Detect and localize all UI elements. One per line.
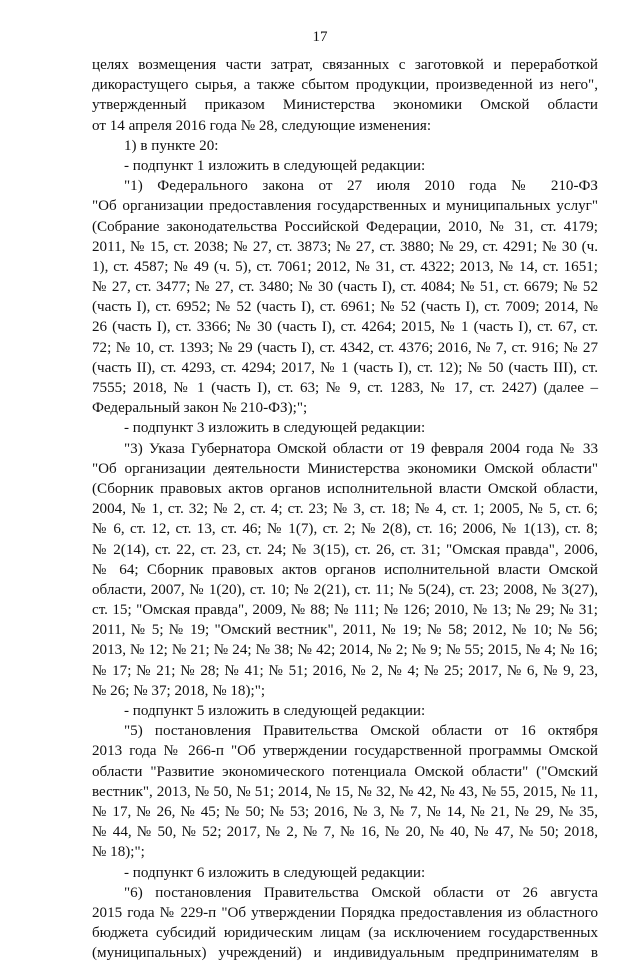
text-line: № 17, № 26, № 45; № 50; № 53; 2016, № 3, № 7, № 14, № 21, № 29, № 35,: [92, 803, 598, 820]
text-line: Федеральный закон № 210-ФЗ);";: [92, 400, 308, 417]
text-line: (Собрание законодательства Российской Федерации, 2010, № 31, ст. 4179;: [92, 218, 598, 235]
text-line: - подпункт 5 изложить в следующей редакции:: [124, 703, 426, 719]
text-line: № 2(14), ст. 22, ст. 23, ст. 24; № 3(15), ст. 26, ст. 31; "Омская правда", 2006,: [92, 541, 598, 558]
text-line: 2011, № 5; № 19; "Омский вестник", 2011, № 19; № 58; 2012, № 10; № 56;: [92, 622, 598, 639]
text-line: области "Развитие экономического потенциала Омской области" ("Омский: [92, 763, 598, 780]
text-line: дикорастущего сырья, а также сбытом продукции, произведенной из него",: [92, 77, 598, 94]
text-line: "5) постановления Правительства Омской области от 16 октября: [124, 723, 598, 740]
text-line: "6) постановления Правительства Омской области от 26 августа: [124, 884, 598, 901]
text-line: № 6, ст. 12, ст. 13, ст. 46; № 1(7), ст. 2; № 2(8), ст. 16; 2006, № 1(13), ст. 8;: [92, 521, 598, 538]
page-number: 17: [312, 29, 328, 45]
text-line: "Об организации предоставления государственных и муниципальных услуг": [92, 198, 598, 215]
document-text-body: [92, 55, 598, 963]
text-line: области, 2007, № 1(20), ст. 10; № 2(21), ст. 11; № 5(24), ст. 23; 2008, № 3(27),: [92, 581, 598, 598]
text-line: "Об организации деятельности Министерства экономики Омской области": [92, 460, 598, 477]
text-line: 7555; 2018, № 1 (часть I), ст. 63; № 9, ст. 1283, № 17, ст. 2427) (далее –: [92, 380, 598, 396]
text-line: 2013 года № 266-п "Об утверждении государственной программы Омской: [92, 743, 598, 760]
text-line: целях возмещения части затрат, связанных с заготовкой и переработкой: [92, 57, 598, 73]
text-line: 26 (часть I), ст. 3366; № 30 (часть I), ст. 4264; 2015, № 1 (часть I), ст. 67, ст.: [92, 319, 598, 336]
text-line: 2011, № 15, ст. 2038; № 27, ст. 3873; № 27, ст. 3880; № 29, ст. 4291; № 30 (ч.: [92, 238, 598, 255]
text-line: - подпункт 6 изложить в следующей редакции:: [124, 864, 426, 881]
text-line: бюджета субсидий юридическим лицам (за исключением государственных: [92, 925, 598, 942]
text-line: 2004, № 1, ст. 32; № 2, ст. 4; ст. 23; № 3, ст. 18; № 4, ст. 1; 2005, № 5, ст. 6;: [92, 501, 598, 518]
text-line: - подпункт 1 изложить в следующей редакции:: [124, 157, 426, 174]
text-line: "3) Указа Губернатора Омской области от 19 февраля 2004 года № 33: [124, 440, 598, 457]
text-line: (муниципальных) учреждений) и индивидуальным предпринимателям в: [92, 945, 598, 962]
text-line: № 27, ст. 3477; № 27, ст. 3480; № 30 (часть I), ст. 4084; № 51, ст. 6679; № 52: [92, 279, 598, 296]
text-line: от 14 апреля 2016 года № 28, следующие изменения:: [92, 117, 432, 134]
text-line: "1) Федерального закона от 27 июля 2010 года № 210-ФЗ: [124, 178, 598, 195]
text-line: вестник", 2013, № 50, № 51; 2014, № 15, № 32, № 42, № 43, № 55, 2015, № 11,: [92, 783, 598, 800]
text-line: утвержденный приказом Министерства экономики Омской области: [92, 97, 598, 114]
text-line: 1), ст. 4587; № 49 (ч. 5), ст. 7061; 2012, № 31, ст. 4322; 2013, № 14, ст. 1651;: [92, 258, 598, 275]
text-line: 2013, № 12; № 21; № 24; № 38; № 42; 2014, № 2; № 9; № 55; 2015, № 4; № 16;: [92, 642, 598, 659]
text-line: № 64; Сборник правовых актов органов исполнительной власти Омской: [92, 561, 598, 578]
text-line: (часть I), ст. 6952; № 52 (часть I), ст. 6961; № 52 (часть I), ст. 7009; 2014, №: [92, 299, 598, 316]
text-line: - подпункт 3 изложить в следующей редакции:: [124, 420, 426, 437]
text-line: № 18);";: [92, 844, 145, 861]
text-line: ст. 15; "Омская правда", 2009, № 88; № 111; № 126; 2010, № 13; № 29; № 31;: [92, 602, 598, 619]
text-line: 2015 года № 229-п "Об утверждении Порядка предоставления из областного: [92, 904, 598, 921]
text-line: № 17; № 21; № 28; № 41; № 51; 2016, № 2, № 4; № 25; 2017, № 6, № 9, 23,: [92, 662, 598, 679]
text-line: 72; № 10, ст. 1393; № 29 (часть I), ст. 4342, ст. 4376; 2016, № 7, ст. 916; № 27: [92, 339, 598, 356]
text-line: (Сборник правовых актов органов исполнительной власти Омской области,: [92, 480, 598, 497]
text-line: (часть II), ст. 4293, ст. 4294; 2017, № 1 (часть I), ст. 12); № 50 (часть III), ст.: [92, 359, 598, 376]
text-line: № 26; № 37; 2018, № 18);";: [92, 682, 266, 699]
text-line: 1) в пункте 20:: [124, 137, 219, 154]
text-line: № 44, № 50, № 52; 2017, № 2, № 7, № 16, № 20, № 40, № 47, № 50; 2018,: [92, 824, 598, 841]
